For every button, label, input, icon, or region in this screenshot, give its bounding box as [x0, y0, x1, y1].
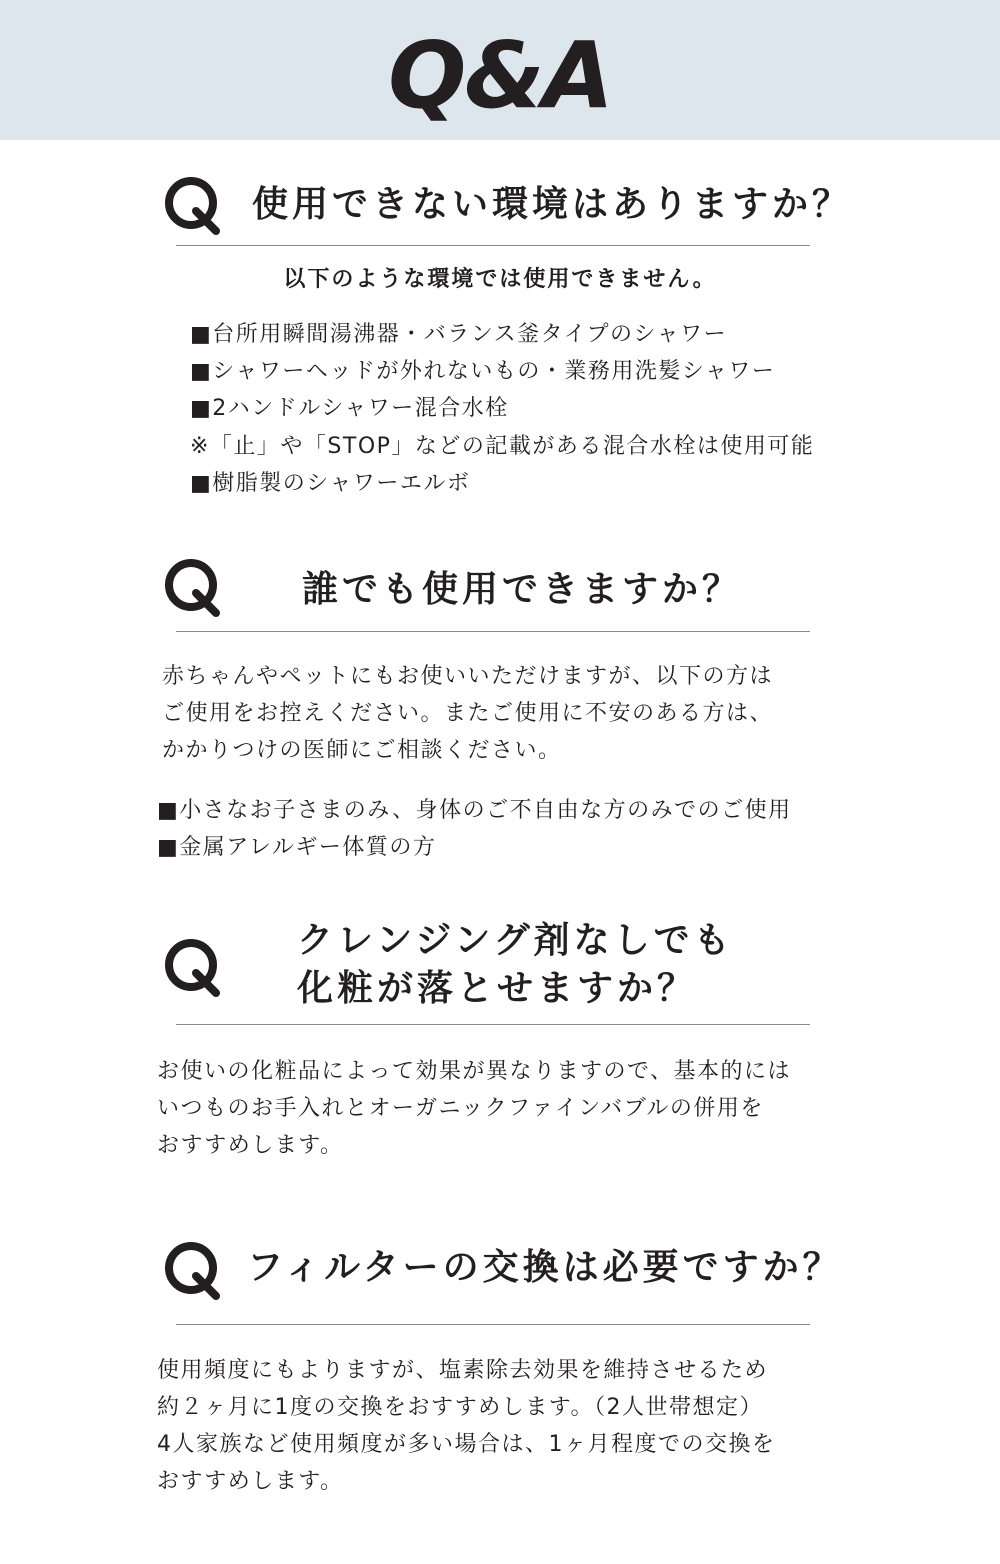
answer-line: ■樹脂製のシャワーエルボ: [190, 471, 471, 496]
answer-line: ■2ハンドルシャワー混合水栓: [190, 396, 509, 421]
page-title: Q&A: [388, 22, 612, 129]
answer-line: お使いの化粧品によって効果が異なりますので、基本的には: [157, 1059, 792, 1084]
answer-line: いつものお手入れとオーガニックファインバブルの併用を: [157, 1096, 764, 1121]
q-icon: [164, 1240, 222, 1302]
question-title: クレンジング剤なしでも: [297, 920, 734, 961]
answer-line: ■シャワーヘッドが外れないもの・業務用洗髪シャワー: [190, 359, 776, 384]
answer-line: ■台所用瞬間湯沸器・バランス釜タイプのシャワー: [190, 322, 728, 347]
answer-line: 約２ヶ月に1度の交換をおすすめします。（2人世帯想定）: [157, 1395, 763, 1420]
answer-line: ご使用をお控えください。またご使用に不安のある方は、: [162, 701, 774, 726]
answer-line: 赤ちゃんやペットにもお使いいただけますが、以下の方は: [162, 664, 774, 689]
answer-lead: 以下のような環境では使用できません。: [283, 267, 717, 292]
q-icon: [164, 557, 222, 619]
divider: [176, 631, 810, 632]
header-banner: [0, 0, 1000, 140]
answer-line: おすすめします。: [157, 1133, 344, 1158]
answer-line: 使用頻度にもよりますが、塩素除去効果を維持させるため: [157, 1358, 769, 1383]
answer-line: かかりつけの医師にご相談ください。: [162, 738, 562, 763]
answer-line: おすすめします。: [157, 1469, 344, 1494]
question-title: フィルターの交換は必要ですか？: [247, 1247, 843, 1288]
question-title: 誰でも使用できますか？: [302, 569, 743, 610]
answer-line: 4人家族など使用頻度が多い場合は、1ヶ月程度での交換を: [157, 1432, 776, 1457]
answer-note: ※「止」や「STOP」などの記載がある混合水栓は使用可能: [190, 434, 815, 459]
divider: [176, 1024, 810, 1025]
answer-bullet: ■金属アレルギー体質の方: [157, 835, 437, 860]
answer-bullet: ■小さなお子さまのみ、身体のご不自由な方のみでのご使用: [157, 798, 792, 823]
question-title: 化粧が落とせますか？: [297, 968, 698, 1009]
divider: [176, 1324, 810, 1325]
question-title: 使用できない環境はありますか？: [252, 184, 853, 225]
divider: [176, 245, 810, 246]
q-icon: [164, 175, 222, 237]
q-icon: [164, 937, 222, 999]
